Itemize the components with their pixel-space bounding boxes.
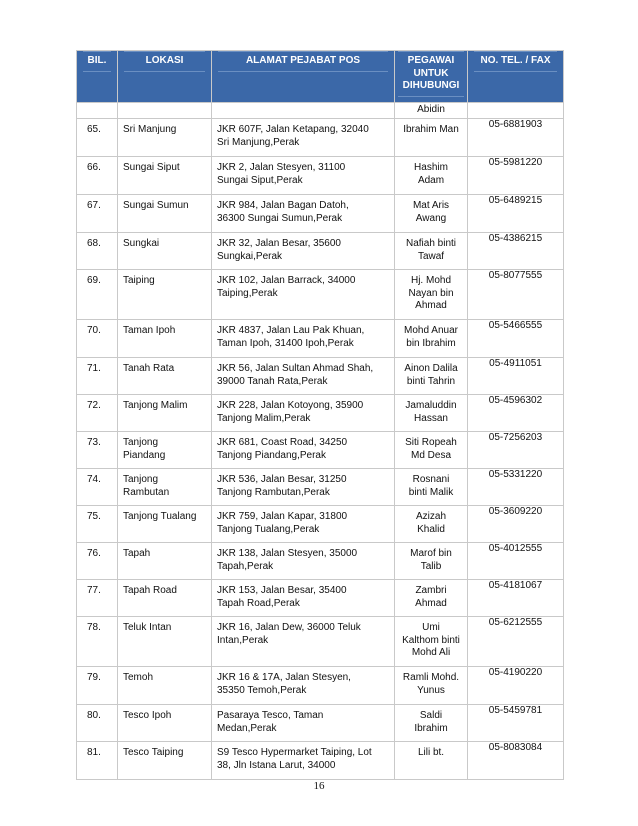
cell-pegawai: [395, 195, 468, 233]
cell-alamat: [212, 667, 395, 705]
cell-lokasi: [118, 395, 212, 432]
cell-pegawai-line: Mohd Ali: [411, 647, 451, 658]
cell-alamat: [212, 580, 395, 617]
table-row: [77, 119, 564, 157]
cell-alamat-line: 35350 Temoh,Perak: [217, 684, 307, 696]
cell-lokasi-line: Tanjong: [123, 437, 159, 448]
cell-pegawai-line: Hashim: [414, 162, 448, 173]
table-row: [77, 320, 564, 358]
cell-pegawai-line: Nayan bin: [408, 287, 454, 299]
cell-tel: 05-5459781: [468, 705, 564, 742]
cell-alamat: [212, 358, 395, 395]
table-row: [77, 543, 564, 580]
cell-pegawai-line: binti Malik: [408, 486, 454, 498]
cell-bil: 80.: [77, 705, 118, 742]
header-tel-label: NO. TEL. / FAX: [474, 51, 557, 72]
cell-tel: 05-4012555: [468, 543, 564, 580]
cell-pegawai: [395, 506, 468, 543]
cell-pegawai-line: Mat Aris: [412, 200, 450, 211]
cell-alamat-line: Tanjong Rambutan,Perak: [217, 486, 330, 498]
table-row: [77, 195, 564, 233]
cell-lokasi: [118, 543, 212, 580]
cell-alamat-line: Tapah,Perak: [217, 560, 274, 572]
cell-bil: 76.: [77, 543, 118, 580]
cell-bil: 71.: [77, 358, 118, 395]
cell-pegawai-line: bin Ibrahim: [406, 337, 456, 349]
table-row: [77, 270, 564, 320]
cell-lokasi: [118, 617, 212, 667]
table-row: [77, 667, 564, 705]
cell-pegawai-line: Ramli Mohd.: [402, 672, 460, 683]
cell-lokasi-line: Sri Manjung: [123, 124, 177, 135]
header-bil: [77, 51, 118, 103]
cell-bil: 65.: [77, 119, 118, 157]
cell-lokasi-line: Temoh: [123, 672, 154, 683]
cell-alamat-line: JKR 4837, Jalan Lau Pak Khuan,: [217, 325, 365, 336]
cell-tel: 05-6212555: [468, 617, 564, 667]
cell-alamat-line: JKR 138, Jalan Stesyen, 35000: [217, 548, 358, 559]
cell-pegawai: [395, 617, 468, 667]
cell-pegawai-line: Umi: [422, 622, 440, 633]
cell-pegawai-line: Ahmad: [415, 597, 447, 609]
header-pegawai-label: [398, 51, 464, 97]
cell-tel: 05-6489215: [468, 195, 564, 233]
cell-pegawai-line: Marof bin: [410, 548, 452, 559]
cell-lokasi: [118, 358, 212, 395]
cell-tel: 05-8077555: [468, 270, 564, 320]
table-row: [77, 742, 564, 780]
cell-lokasi-line: Sungai Sumun: [123, 200, 189, 211]
header-pegawai-line: DIHUBUNGI: [402, 80, 460, 91]
cell-lokasi-line: Tesco Ipoh: [123, 710, 172, 721]
table-row: [77, 469, 564, 506]
cell-alamat-line: Intan,Perak: [217, 634, 269, 646]
cell-alamat-line: JKR 984, Jalan Bagan Datoh,: [217, 200, 349, 211]
cell-bil: [77, 103, 118, 119]
cell-alamat-line: Medan,Perak: [217, 722, 277, 734]
cell-lokasi-line: Tanjong Malim: [123, 400, 188, 411]
cell-pegawai: [395, 543, 468, 580]
cell-pegawai-line: Ainon Dalila: [404, 363, 458, 374]
cell-lokasi: [118, 157, 212, 195]
cell-alamat-line: Tapah Road,Perak: [217, 597, 300, 609]
header-tel: [468, 51, 564, 103]
cell-pegawai-line: Zambri: [415, 585, 447, 596]
cell-alamat: [212, 469, 395, 506]
cell-lokasi: [118, 667, 212, 705]
table-row: [77, 617, 564, 667]
cell-bil: 75.: [77, 506, 118, 543]
cell-alamat-line: JKR 607F, Jalan Ketapang, 32040: [217, 124, 369, 135]
cell-lokasi: [118, 119, 212, 157]
cell-lokasi: [118, 506, 212, 543]
cell-alamat: [212, 157, 395, 195]
cell-alamat: [212, 119, 395, 157]
cell-pegawai-line: Rosnani: [412, 474, 450, 485]
cell-pegawai-line: Jamaluddin: [405, 400, 457, 411]
cell-pegawai: [395, 119, 468, 157]
cell-lokasi-line: Piandang: [123, 449, 166, 461]
cell-pegawai: [395, 358, 468, 395]
cell-lokasi-line: Sungkai: [123, 238, 160, 249]
header-lokasi-label: LOKASI: [124, 51, 205, 72]
cell-bil: 70.: [77, 320, 118, 358]
cell-alamat-line: Pasaraya Tesco, Taman: [217, 710, 324, 721]
cell-alamat-line: Tanjong Malim,Perak: [217, 412, 311, 424]
cell-tel: 05-6881903: [468, 119, 564, 157]
header-lokasi: [118, 51, 212, 103]
cell-tel: 05-4386215: [468, 233, 564, 270]
cell-lokasi-line: Taiping: [123, 275, 155, 286]
cell-alamat-line: JKR 536, Jalan Besar, 31250: [217, 474, 347, 485]
cell-pegawai-line: Hassan: [414, 412, 448, 424]
cell-pegawai-line: Yunus: [417, 684, 445, 696]
cell-pegawai: [395, 320, 468, 358]
cell-tel: 05-4596302: [468, 395, 564, 432]
cell-tel: 05-5466555: [468, 320, 564, 358]
cell-pegawai-line: Hj. Mohd: [410, 275, 451, 286]
cell-bil: 78.: [77, 617, 118, 667]
cell-alamat-line: 36300 Sungai Sumun,Perak: [217, 212, 343, 224]
cell-lokasi: [118, 742, 212, 780]
cell-lokasi-line: Tanjong Tualang: [123, 511, 197, 522]
cell-bil: 66.: [77, 157, 118, 195]
cell-pegawai-line: Awang: [415, 212, 447, 224]
header-alamat-label: ALAMAT PEJABAT POS: [218, 51, 388, 72]
cell-alamat: [212, 506, 395, 543]
cell-alamat: [212, 705, 395, 742]
cell-pegawai-line: Nafiah binti: [405, 238, 457, 249]
cell-alamat-line: JKR 153, Jalan Besar, 35400: [217, 585, 347, 596]
cell-bil: 74.: [77, 469, 118, 506]
table-header-row: [77, 51, 564, 103]
cell-alamat-line: Sungkai,Perak: [217, 250, 283, 262]
cell-alamat-line: 39000 Tanah Rata,Perak: [217, 375, 328, 387]
cell-lokasi: [118, 233, 212, 270]
cell-lokasi: [118, 270, 212, 320]
table-row: [77, 395, 564, 432]
continuation-row: [77, 103, 564, 119]
cell-tel: 05-3609220: [468, 506, 564, 543]
cell-tel: 05-4181067: [468, 580, 564, 617]
cell-pegawai: [395, 469, 468, 506]
cell-alamat-line: Taiping,Perak: [217, 287, 278, 299]
table-row: [77, 432, 564, 469]
cell-alamat: [212, 320, 395, 358]
cell-lokasi: [118, 103, 212, 119]
cell-lokasi-line: Tanjong: [123, 474, 159, 485]
cell-lokasi: [118, 580, 212, 617]
cell-pegawai-line: Mohd Anuar: [404, 325, 458, 336]
cell-pegawai-line: Ahmad: [415, 300, 447, 311]
cell-alamat: [212, 395, 395, 432]
cell-alamat-line: JKR 759, Jalan Kapar, 31800: [217, 511, 348, 522]
cell-pegawai-line: Ibrahim Man: [403, 124, 459, 135]
cell-alamat: [212, 195, 395, 233]
cell-alamat-line: JKR 32, Jalan Besar, 35600: [217, 238, 341, 249]
cell-lokasi-line: Taman Ipoh: [123, 325, 176, 336]
cell-alamat-line: Sungai Siput,Perak: [217, 174, 303, 186]
cell-pegawai-line: Adam: [417, 174, 445, 186]
cell-lokasi-line: Tapah Road: [123, 585, 177, 596]
cell-pegawai: [395, 742, 468, 780]
header-pegawai-line: UNTUK: [413, 67, 449, 79]
cell-bil: 73.: [77, 432, 118, 469]
cell-lokasi: [118, 432, 212, 469]
cell-pegawai: [395, 270, 468, 320]
cell-lokasi: [118, 195, 212, 233]
cell-alamat: [212, 742, 395, 780]
cell-pegawai-line: Siti Ropeah: [405, 437, 457, 448]
cell-alamat-line: JKR 16 & 17A, Jalan Stesyen,: [217, 672, 351, 683]
cell-tel: 05-4190220: [468, 667, 564, 705]
cell-bil: 72.: [77, 395, 118, 432]
cell-pegawai: Abidin: [395, 103, 468, 119]
cell-alamat-line: Tanjong Tualang,Perak: [217, 523, 320, 535]
cell-bil: 81.: [77, 742, 118, 780]
cell-alamat-line: JKR 681, Coast Road, 34250: [217, 437, 348, 448]
table-row: [77, 506, 564, 543]
cell-pegawai: [395, 705, 468, 742]
header-pegawai-line: PEGAWAI: [407, 55, 455, 66]
header-pegawai: [395, 51, 468, 103]
cell-alamat-line: Sri Manjung,Perak: [217, 136, 300, 148]
cell-alamat-line: Tanjong Piandang,Perak: [217, 449, 326, 461]
cell-pegawai-line: Tawaf: [417, 250, 445, 262]
cell-alamat-line: JKR 102, Jalan Barrack, 34000: [217, 275, 356, 286]
cell-alamat-line: JKR 16, Jalan Dew, 36000 Teluk: [217, 622, 361, 633]
cell-pegawai: [395, 667, 468, 705]
cell-lokasi-line: Tanah Rata: [123, 363, 175, 374]
cell-alamat: [212, 543, 395, 580]
cell-lokasi-line: Tapah: [123, 548, 151, 559]
cell-lokasi: [118, 320, 212, 358]
cell-bil: 69.: [77, 270, 118, 320]
cell-pegawai-line: Saldi: [419, 710, 443, 721]
header-bil-label: BIL.: [83, 51, 111, 72]
cell-lokasi: [118, 705, 212, 742]
cell-pegawai: [395, 395, 468, 432]
cell-pegawai-line: Ibrahim: [414, 722, 448, 734]
cell-alamat: [212, 270, 395, 320]
cell-lokasi-line: Teluk Intan: [123, 622, 172, 633]
cell-alamat: [212, 617, 395, 667]
table-row: [77, 580, 564, 617]
table-row: [77, 705, 564, 742]
cell-alamat: [212, 103, 395, 119]
cell-lokasi-line: Rambutan: [123, 486, 170, 498]
cell-pegawai-line: Azizah: [415, 511, 446, 522]
page-number: 16: [313, 780, 325, 792]
cell-pegawai-line: Khalid: [417, 523, 445, 535]
cell-bil: 79.: [77, 667, 118, 705]
table-row: [77, 157, 564, 195]
cell-tel: 05-8083084: [468, 742, 564, 780]
cell-alamat-line: JKR 2, Jalan Stesyen, 31100: [217, 162, 346, 173]
cell-alamat-line: Taman Ipoh, 31400 Ipoh,Perak: [217, 337, 354, 349]
cell-pegawai-line: Md Desa: [410, 449, 451, 461]
cell-pegawai: [395, 157, 468, 195]
cell-pegawai: [395, 432, 468, 469]
table-row: [77, 233, 564, 270]
cell-alamat-line: JKR 56, Jalan Sultan Ahmad Shah,: [217, 363, 374, 374]
cell-lokasi-line: Sungai Siput: [123, 162, 180, 173]
cell-bil: 77.: [77, 580, 118, 617]
cell-bil: 67.: [77, 195, 118, 233]
cell-tel: 05-5981220: [468, 157, 564, 195]
cell-alamat-line: S9 Tesco Hypermarket Taiping, Lot: [217, 747, 372, 758]
cell-lokasi: [118, 469, 212, 506]
cell-pegawai-line: binti Tahrin: [406, 375, 456, 387]
cell-pegawai-line: Kalthom binti: [402, 634, 460, 646]
cell-lokasi-line: Tesco Taiping: [123, 747, 184, 758]
cell-alamat: [212, 233, 395, 270]
cell-tel: [468, 103, 564, 119]
cell-tel: 05-4911051: [468, 358, 564, 395]
cell-tel: 05-7256203: [468, 432, 564, 469]
cell-tel: 05-5331220: [468, 469, 564, 506]
cell-bil: 68.: [77, 233, 118, 270]
cell-alamat-line: 38, Jln Istana Larut, 34000: [217, 759, 336, 771]
header-alamat: [212, 51, 395, 103]
cell-pegawai-line: Lili bt.: [417, 747, 445, 758]
cell-pegawai-line: Talib: [420, 560, 442, 572]
table-row: [77, 358, 564, 395]
post-office-table: [76, 50, 564, 780]
cell-pegawai: [395, 233, 468, 270]
cell-alamat: [212, 432, 395, 469]
cell-pegawai: [395, 580, 468, 617]
cell-alamat-line: JKR 228, Jalan Kotoyong, 35900: [217, 400, 364, 411]
